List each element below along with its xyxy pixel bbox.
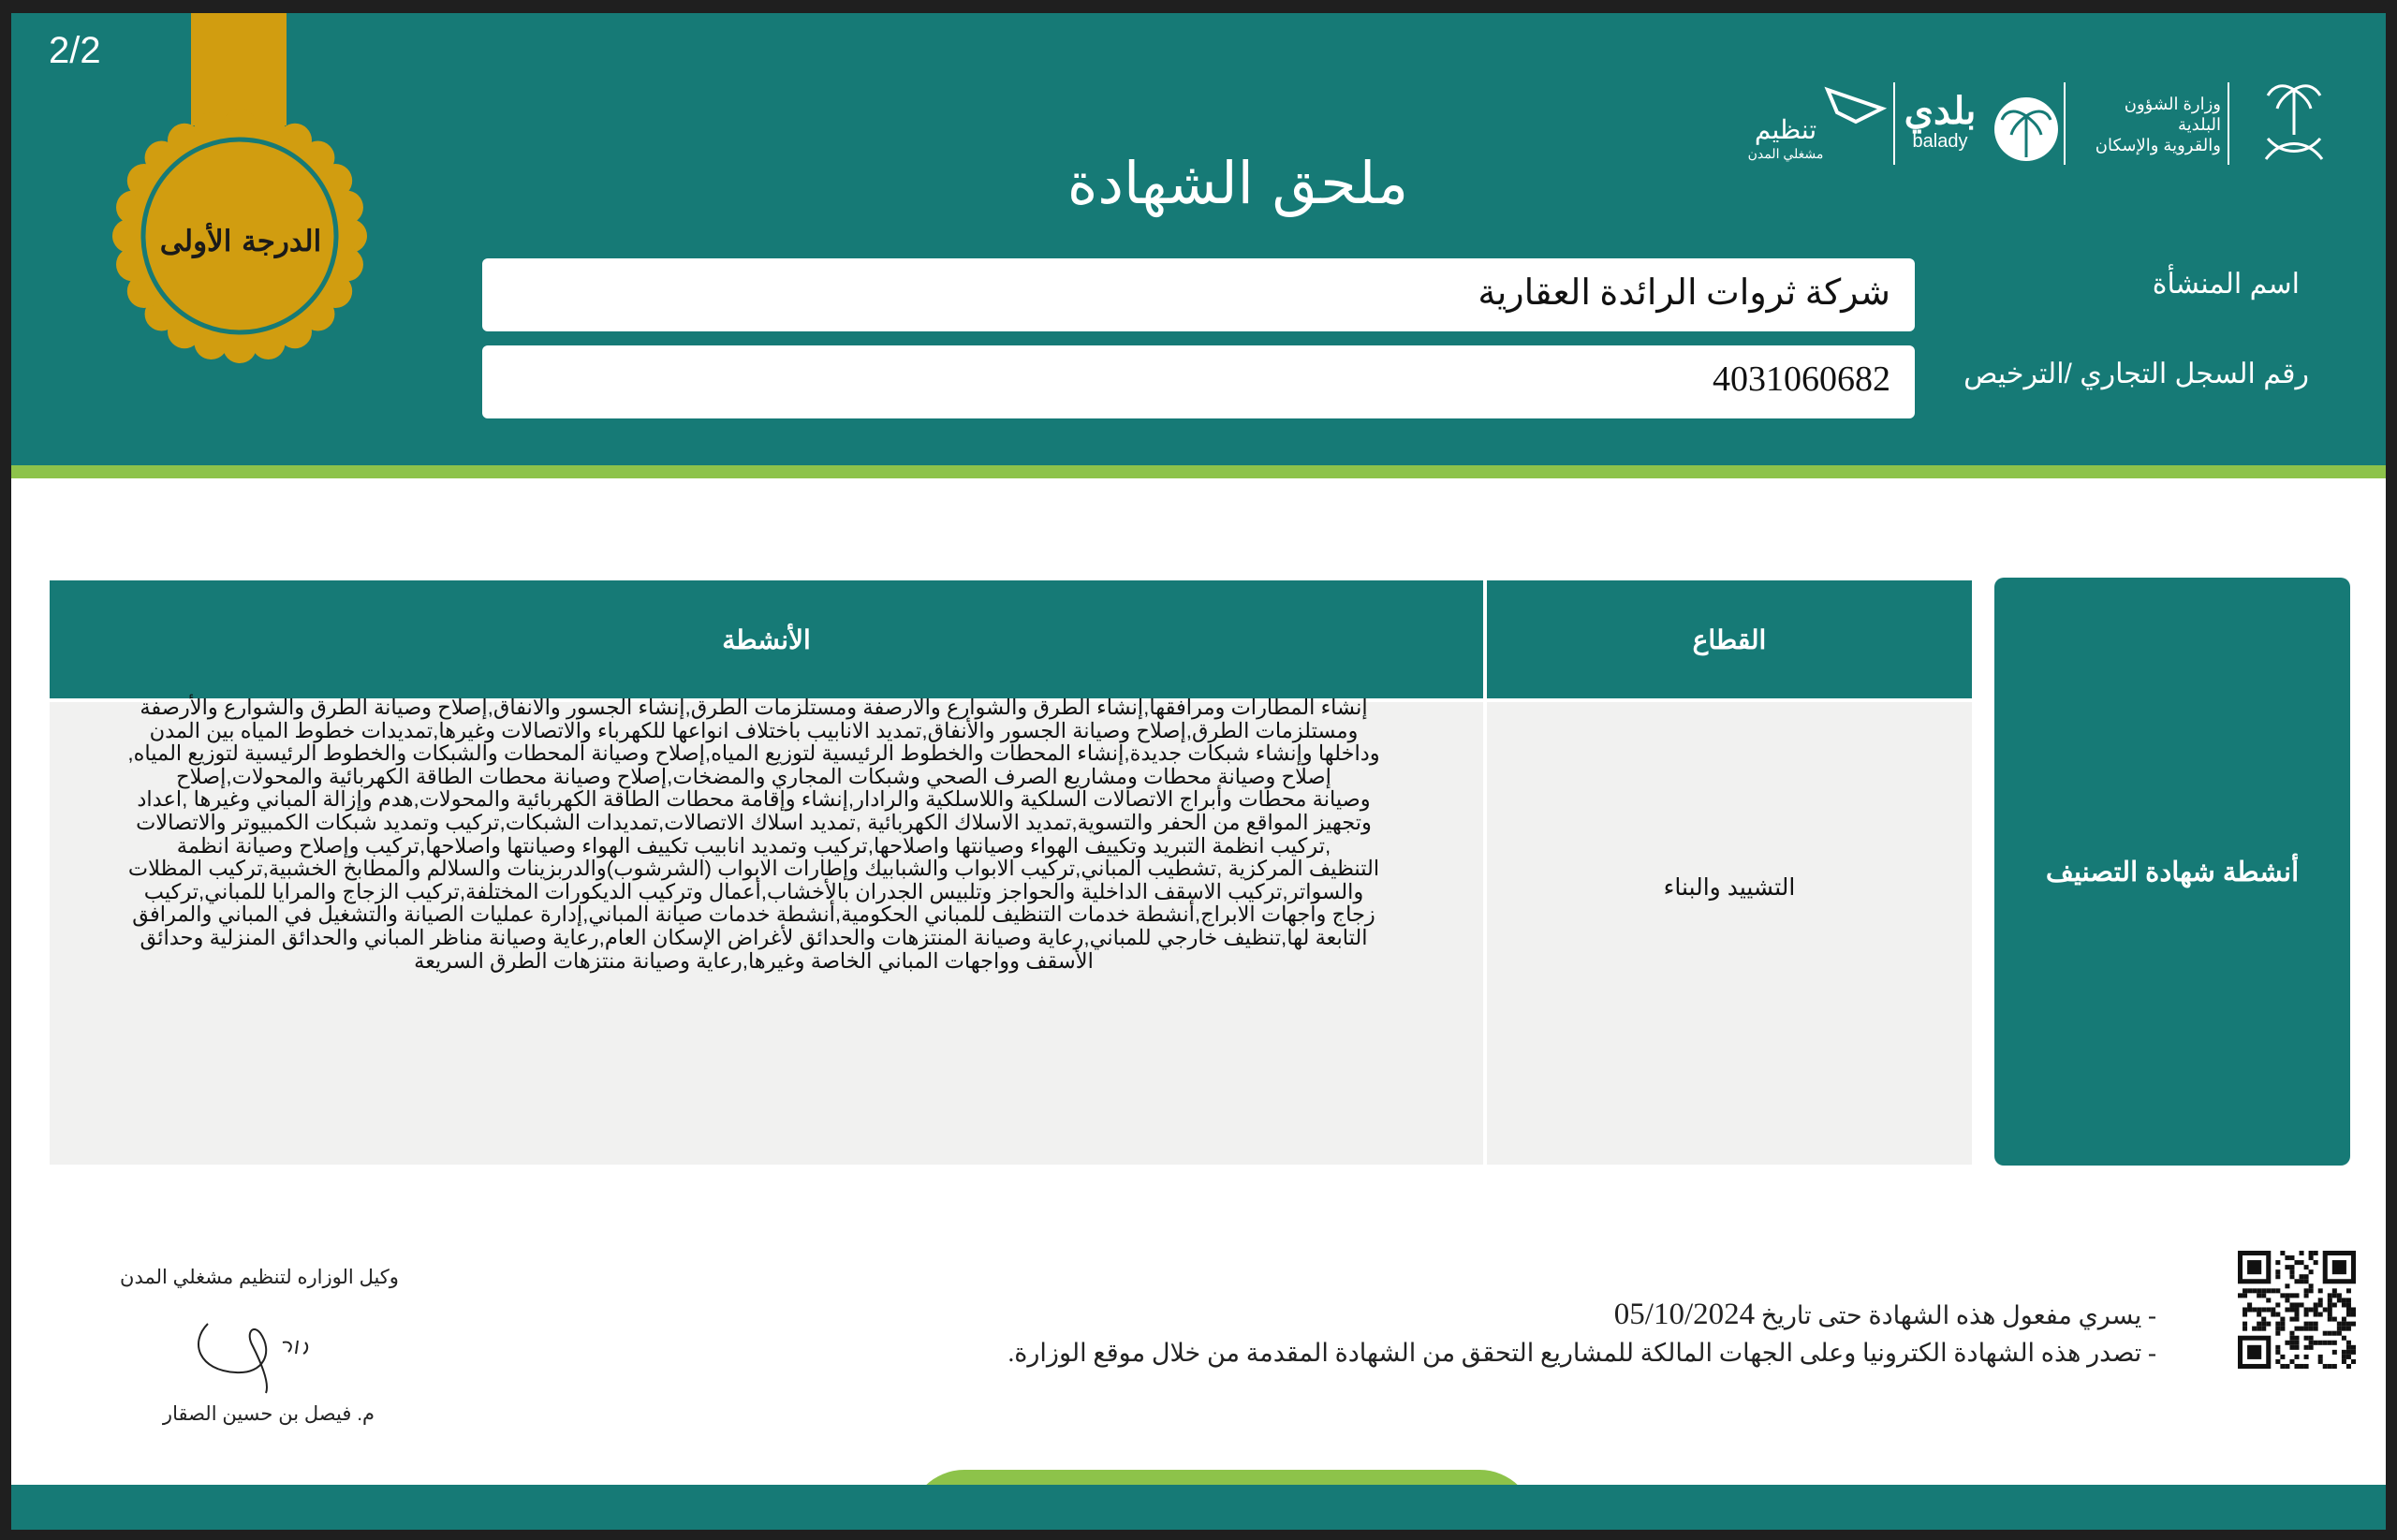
ministry-line1: وزارة الشؤون البلدية (2124, 95, 2221, 134)
sector-cell (1487, 702, 1972, 1165)
tanzeem-logo-text: تنظيم (1754, 115, 1817, 144)
activity-line: والسواتر,تركيب الاسقف الداخلية والحواجز وتلبيس الجدران بالأخشاب,أعمال وتركيب الديكورات المختلفة,تركيب الزجاج والمرايا للمباني,تركيب (143, 879, 1364, 903)
activity-line: وداخلها وإنشاء شبكات جديدة,إنشاء المحطات والخطوط الرئيسية لتوزيع المياه,إصلاح وصيانة المحطات والشبكات والخطوط الرئيسية لتوزيع المياه, (127, 741, 1380, 766)
activity-line: التنظيف المركزية ,تشطيب المباني,تركيب الابواب والشبابيك وإطارات الابواب (الشرشوب)والدربزينات والسلالم والمطابخ الخشبية,تركيب المظلات (127, 857, 1380, 881)
page-title: ملحق الشهادة (1066, 149, 1409, 217)
certificate-page (11, 13, 2386, 1530)
cr-field (482, 345, 1915, 418)
facility-field (482, 258, 1915, 331)
activity-line: التابعة لها,تنظيف خارجي للمباني,رعاية وصيانة المنتزهات والحدائق لأغراض الإسكان العام,رعاية وصيانة مناظر المباني والحدائق المنزلية وحدائق (140, 925, 1368, 949)
activities-list (47, 697, 1461, 973)
activity-line: زجاج واجهات الابراج,أنشطة خدمات التنظيف للمباني الحكومية,أنشطة خدمات صيانة المباني,إدارة عمليات الصيانة والتشغيل في المباني والمرافق (132, 902, 1375, 927)
tanzeem-logo-sub: مشغلي المدن (1747, 146, 1824, 161)
activities-header: الأنشطة (50, 580, 1483, 698)
activity-line: الأسقف وواجهات المباني الخاصة وغيرها,رعاية وصيانة منتزهات الطرق السريعة (414, 948, 1094, 973)
verification-note: - تصدر هذه الشهادة الكترونيا وعلى الجهات المالكة للمشاريع التحقق من الشهادة المقدمة من خلال موقع الوزارة. (1007, 1339, 2156, 1367)
sector-header: القطاع (1487, 580, 1972, 698)
grade-badge: الدرجة الأولى (159, 225, 322, 258)
classification-panel (1994, 578, 2350, 1166)
logos-bar (1715, 69, 2352, 172)
signatory-name: م. فيصل بن حسين الصقار (162, 1403, 375, 1425)
validity-prefix: - يسري مفعول هذه الشهادة حتى تاريخ (1760, 1301, 2156, 1329)
footer-band (11, 1485, 2386, 1530)
signatory-title: وكيل الوزاره لتنظيم مشغلي المدن (120, 1267, 399, 1288)
baladi-logo-text: بلدي (1904, 91, 1977, 132)
qr-code-icon (2238, 1251, 2356, 1369)
classification-panel-title: أنشطة شهادة التصنيف (2045, 857, 2300, 887)
activity-line: إصلاح وصيانة محطات ومشاريع الصرف الصحي وشبكات المجاري والمضخات,إصلاح وصيانة محطات الطاقة الكهربائية والمحولات,إصلاح (176, 764, 1331, 788)
ministry-name (2081, 94, 2221, 155)
ministry-line2: والقروية والإسكان (2095, 136, 2221, 154)
baladi-logo-latin: balady (1912, 131, 1968, 152)
activity-line: ,تركيب انظمة التبريد وتكييف الهواء وصيانتها واصلاحها,تركيب وتمديد انابيب تكييف الهواء وصيانتها واصلاحها,تركيب وإصلاح وصيانة انظمة (176, 833, 1331, 858)
activity-line: ومستلزمات الطرق,إصلاح وصيانة الجسور والأنفاق,تمديد الانابيب باختلاف انواعها للكهرباء والاتصالات وغيرها,تمديدات خطوط المياه بين المدن (149, 718, 1359, 742)
facility-label: اسم المنشأة (2152, 269, 2300, 300)
activity-line: إنشاء المطارات ومرافقها,إنشاء الطرق والشوارع والارصفة ومستلزمات الطرق,إنشاء الجسور والانفاق,إصلاح وصيانة الطرق والشوارع والأرصفة (140, 696, 1368, 719)
activity-line: وتجهيز المواقع من الحفر والتسوية,تمديد الاسلاك الكهربائية ,تمديد اسلاك الاتصالات,تمديدات الشبكات,تركيب وتمديد شبكات الكمبيوتر والاتصالات (136, 810, 1372, 834)
sector-value: التشييد والبناء (1663, 874, 1796, 901)
validity-date: 05/10/2024 (1613, 1298, 1756, 1331)
page-number: 2/2 (49, 30, 101, 71)
handwritten-signature (180, 1286, 367, 1399)
activity-line: وصيانة محطات وأبراج الاتصالات السلكية واللاسلكية والرادار,إنشاء وإقامة محطات الطاقة الكهربائية والمحولات,هدم وإزالة المباني وغيرها ,اعداد (137, 787, 1371, 812)
facility-value: شركة ثروات الرائدة العقارية (1478, 273, 1890, 313)
cr-label: رقم السجل التجاري /الترخيص (1963, 359, 2309, 389)
cr-value: 4031060682 (1713, 359, 1890, 399)
validity-note (1614, 1298, 2156, 1332)
header-divider (11, 465, 2386, 478)
